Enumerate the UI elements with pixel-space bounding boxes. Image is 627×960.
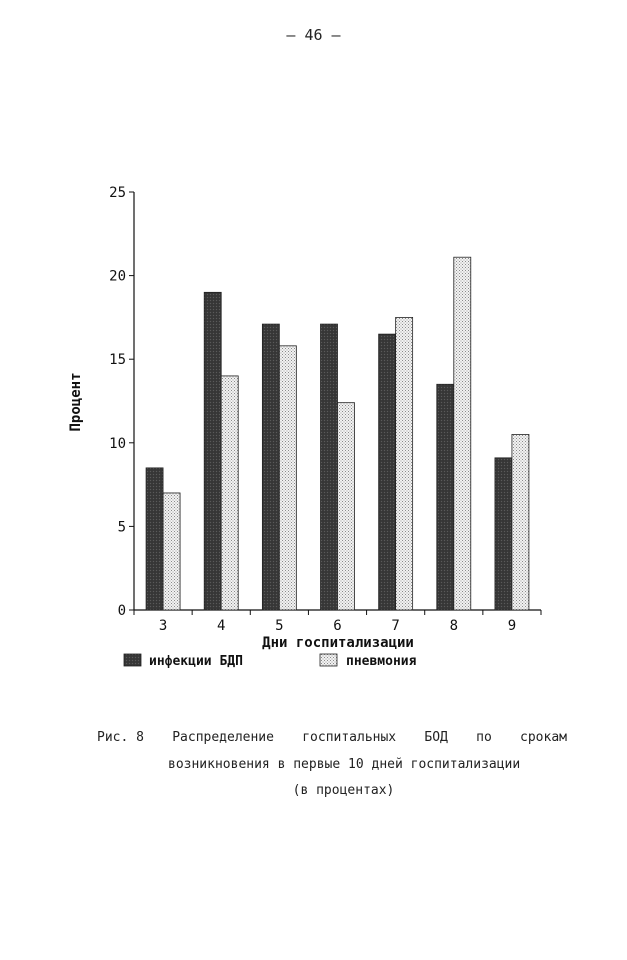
y-tick-label: 15 [109,352,126,369]
bar-series-2 [338,403,355,610]
caption-word: БОД [424,730,448,745]
bar-series-2 [512,434,529,610]
legend [124,654,417,669]
caption-word: по [476,730,492,745]
page-number: – 46 – [286,26,341,44]
legend-label-series-1: инфекции БДП [149,654,243,669]
bar-series-2 [396,317,413,610]
plot-area [109,185,541,634]
x-tick-label: 4 [216,618,226,634]
bar-series-1 [379,334,396,610]
y-tick-label: 0 [117,603,126,619]
y-axis-title: Процент [68,372,84,432]
bar-series-1 [437,384,454,610]
bar-series-1 [146,468,163,610]
legend-label-series-2: пневмония [346,654,417,669]
y-tick-label: 20 [109,268,126,285]
y-tick-label: 10 [109,435,126,452]
x-tick-label: 8 [449,618,459,634]
bar-series-1 [321,324,338,610]
x-tick-label: 9 [507,618,517,634]
caption-line-1 [97,730,567,745]
x-axis-title: Дни госпитализации [262,635,414,651]
bar-series-2 [454,257,471,610]
x-tick-label: 6 [333,618,342,634]
x-tick-label: 3 [158,618,168,634]
bar-series-1 [262,324,279,610]
bar-series-1 [204,292,221,610]
caption-line-2: возникновения в первые 10 дней госпитализации [168,757,521,772]
bar-series-2 [221,376,238,610]
x-tick-label: 5 [275,618,284,634]
bar-series-2 [163,493,180,610]
caption-word: срокам [520,730,567,745]
caption-word: госпитальных [302,730,397,745]
bar-series-2 [279,346,296,610]
y-tick-label: 25 [109,185,126,201]
legend-swatch-series-1 [124,654,141,666]
legend-swatch-series-2 [320,654,337,666]
y-tick-label: 5 [117,519,126,536]
caption-word: Распределение [172,730,274,745]
x-tick-label: 7 [391,618,400,634]
caption-line-3: (в процентах) [292,783,395,798]
bar-series-1 [495,458,512,610]
caption-word: Рис. 8 [97,730,144,745]
